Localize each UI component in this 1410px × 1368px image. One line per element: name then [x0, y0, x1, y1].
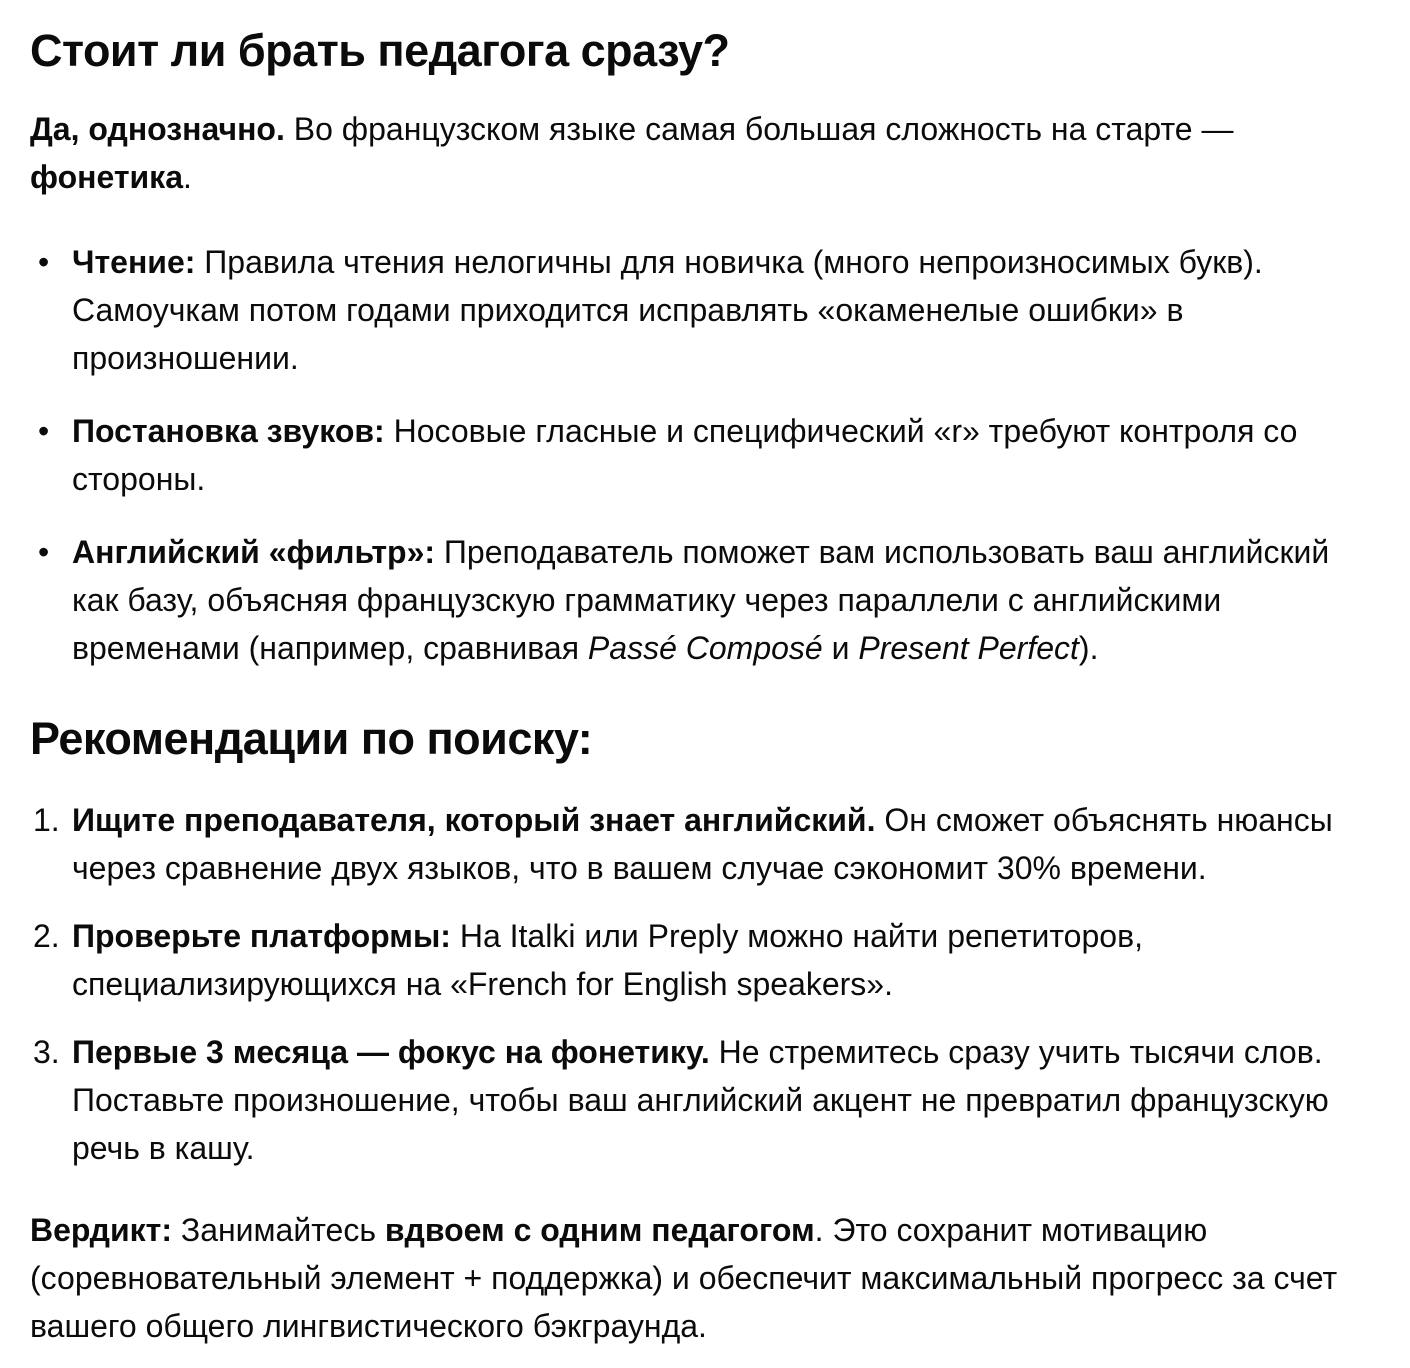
section-heading-tutor: Стоит ли брать педагога сразу?: [30, 25, 730, 76]
item-text: и: [822, 630, 859, 666]
item-text: ).: [1078, 630, 1099, 666]
bullet-icon: •: [38, 244, 50, 280]
list-item-reading: [30, 238, 1360, 382]
intro-lead-bold: Да, однозначно.: [30, 111, 285, 147]
item-label: Первые 3 месяца — фокус на фонетику.: [72, 1034, 710, 1070]
italic-term-passe-compose: Passé Composé: [587, 630, 823, 666]
verdict-text: . Это сохранит мотивацию (соревновательный элемент + поддержка) и обеспечит максимальный прогресс за счет вашего общего лингвистического бэкграунда.: [30, 1212, 1338, 1344]
intro-text: Во французском языке самая большая сложность на старте —: [284, 111, 1234, 147]
item-text: Не стремитесь сразу учить тысячи слов. Поставьте произношение, чтобы ваш английский акцент не превратил французскую речь в кашу.: [72, 1034, 1329, 1166]
intro-paragraph: [30, 105, 1360, 201]
list-item-body: [72, 796, 1360, 892]
item-text: Преподаватель поможет вам использовать ваш английский как базу, объясняя французскую грамматику через параллели с английскими временами (например, сравнивая: [72, 534, 1330, 666]
verdict-paragraph: [30, 1206, 1360, 1350]
list-item-english-filter: [30, 528, 1360, 672]
item-text: Носовые гласные и специфический «r» требуют контроля со стороны.: [72, 413, 1298, 497]
item-number: 2.: [33, 918, 60, 954]
bullet-icon: •: [38, 413, 50, 449]
intro-period: .: [182, 159, 192, 195]
list-item-sounds: [30, 407, 1360, 503]
list-item-body: [72, 238, 1360, 382]
challenges-list: [30, 238, 1360, 672]
list-item-first-months: [30, 1028, 1360, 1172]
verdict-bold-phrase: вдвоем с одним педагогом: [384, 1212, 815, 1248]
item-label: Чтение:: [72, 244, 196, 280]
bullet-icon: •: [38, 534, 50, 570]
item-text: Он сможет объяснять нюансы через сравнение двух языков, что в вашем случае сэкономит 30% времени.: [72, 802, 1333, 886]
item-text: На Italki или Preply можно найти репетиторов, специализирующихся на «French for English speakers».: [72, 918, 1143, 1002]
list-item-body: [72, 1028, 1360, 1172]
item-number: 3.: [33, 1034, 60, 1070]
verdict-label: Вердикт:: [30, 1212, 172, 1248]
intro-phonetics-bold: фонетика: [30, 159, 183, 195]
list-item-body: [72, 528, 1360, 672]
item-number: 1.: [33, 802, 60, 838]
item-label: Постановка звуков:: [72, 413, 385, 449]
section-heading-recommendations: Рекомендации по поиску:: [30, 713, 593, 764]
recommendations-list: [30, 796, 1360, 1172]
item-text: Правила чтения нелогичны для новичка (много непроизносимых букв). Самоучкам потом годами приходится исправлять «окаменелые ошибки» в произношении.: [72, 244, 1263, 376]
verdict-text: Занимайтесь: [171, 1212, 385, 1248]
list-item-body: [72, 407, 1360, 503]
item-label: Проверьте платформы:: [72, 918, 451, 954]
italic-term-present-perfect: Present Perfect: [858, 630, 1079, 666]
item-label: Ищите преподавателя, который знает английский.: [72, 802, 876, 838]
list-item-check-platforms: [30, 912, 1360, 1008]
list-item-body: [72, 912, 1360, 1008]
list-item-find-teacher: [30, 796, 1360, 892]
item-label: Английский «фильтр»:: [72, 534, 436, 570]
